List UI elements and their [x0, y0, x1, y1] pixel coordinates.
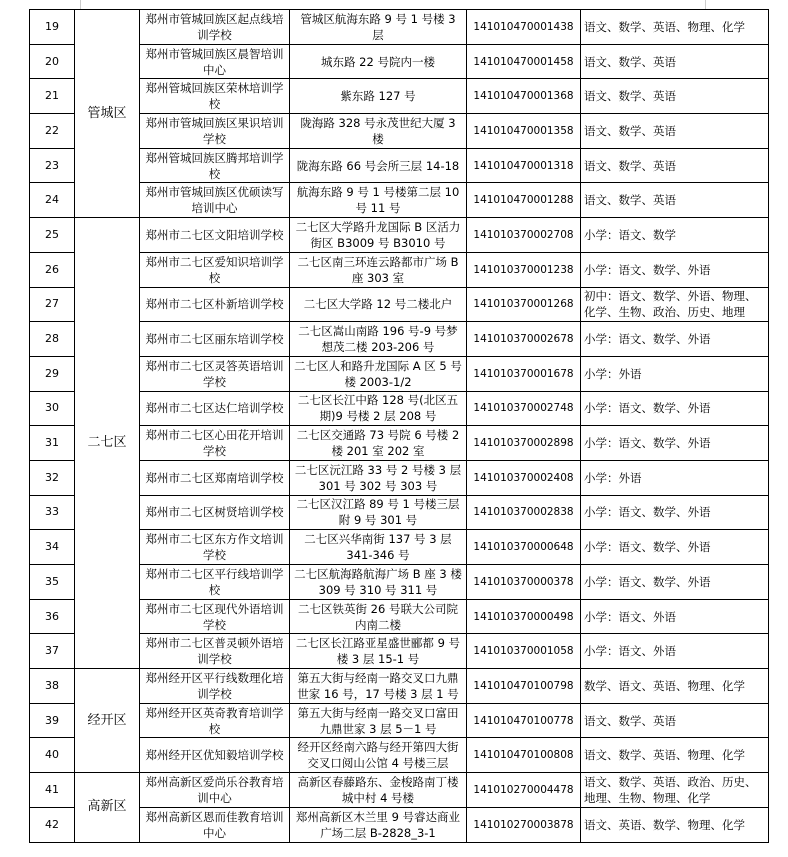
table-row	[30, 391, 769, 426]
license-code: 141010370001678	[467, 356, 581, 391]
school-address: 二七区航海路航海广场 B 座 3 楼 309 号 310 号 311 号	[290, 565, 467, 600]
school-name: 郑州市二七区现代外语培训学校	[140, 599, 290, 634]
subjects: 小学：语文、数学	[581, 218, 769, 253]
school-address: 二七区长江路亚星盛世郦都 9 号楼 3 层 15-1 号	[290, 634, 467, 669]
row-number: 42	[30, 807, 75, 842]
table-row	[30, 10, 769, 45]
license-code: 141010370002678	[467, 322, 581, 357]
row-number: 24	[30, 183, 75, 218]
table-row	[30, 287, 769, 322]
table-row	[30, 773, 769, 808]
school-name: 郑州市管城回族区优硕读写培训中心	[140, 183, 290, 218]
row-number: 28	[30, 322, 75, 357]
school-address: 陇海路 328 号永茂世纪大厦 3 楼	[290, 114, 467, 149]
subjects: 语文、数学、英语	[581, 703, 769, 738]
school-name: 郑州市二七区树贤培训学校	[140, 495, 290, 530]
license-code: 141010470001358	[467, 114, 581, 149]
school-name: 郑州市二七区东方作文培训学校	[140, 530, 290, 565]
license-code: 141010470100778	[467, 703, 581, 738]
row-number: 25	[30, 218, 75, 253]
school-name: 郑州市二七区平行线培训学校	[140, 565, 290, 600]
row-number: 41	[30, 773, 75, 808]
school-name: 郑州管城回族区腾邦培训学校	[140, 148, 290, 183]
district-cell: 二七区	[75, 218, 140, 669]
row-number: 19	[30, 10, 75, 45]
subjects: 小学：语文、数学、外语	[581, 322, 769, 357]
table-row	[30, 565, 769, 600]
subjects: 小学：外语	[581, 356, 769, 391]
school-address: 二七区人和路升龙国际 A 区 5 号楼 2003-1/2	[290, 356, 467, 391]
table-row	[30, 44, 769, 79]
table-row	[30, 426, 769, 461]
school-address: 二七区交通路 73 号院 6 号楼 2 楼 201 室 202 室	[290, 426, 467, 461]
license-code: 141010370001268	[467, 287, 581, 322]
page-margin-mark	[80, 0, 81, 9]
school-name: 郑州管城回族区荣林培训学校	[140, 79, 290, 114]
subjects: 数学、语文、英语、物理、化学	[581, 669, 769, 704]
row-number: 32	[30, 460, 75, 495]
school-address: 第五大街与经南一路交叉口九鼎世家 16 号，17 号楼 3 层 1 号	[290, 669, 467, 704]
school-name: 郑州市管城回族区起点线培训学校	[140, 10, 290, 45]
school-name: 郑州经开区平行线数理化培训学校	[140, 669, 290, 704]
row-number: 37	[30, 634, 75, 669]
school-name: 郑州经开区优知毅培训学校	[140, 738, 290, 773]
table-row	[30, 183, 769, 218]
school-name: 郑州市管城回族区果识培训学校	[140, 114, 290, 149]
row-number: 33	[30, 495, 75, 530]
school-name: 郑州市二七区文阳培训学校	[140, 218, 290, 253]
subjects: 语文、数学、英语	[581, 114, 769, 149]
license-code: 141010470100798	[467, 669, 581, 704]
table-row	[30, 79, 769, 114]
subjects: 小学：外语	[581, 460, 769, 495]
table-body	[30, 10, 769, 843]
school-address: 二七区长江中路 128 号(北区五期)9 号楼 2 层 208 号	[290, 391, 467, 426]
row-number: 35	[30, 565, 75, 600]
row-number: 38	[30, 669, 75, 704]
school-name: 郑州高新区爱尚乐谷教育培训中心	[140, 773, 290, 808]
license-code: 141010370002898	[467, 426, 581, 461]
license-code: 141010470001318	[467, 148, 581, 183]
school-name: 郑州高新区恩而佳教育培训中心	[140, 807, 290, 842]
row-number: 34	[30, 530, 75, 565]
license-code: 141010370000648	[467, 530, 581, 565]
row-number: 39	[30, 703, 75, 738]
table-row	[30, 322, 769, 357]
subjects: 小学：语文、数学、外语	[581, 252, 769, 287]
subjects: 小学：语文、数学、外语	[581, 495, 769, 530]
subjects: 小学：语文、数学、外语	[581, 391, 769, 426]
school-address: 二七区南三环连云路都市广场 B 座 303 室	[290, 252, 467, 287]
subjects: 语文、数学、英语、物理、化学	[581, 10, 769, 45]
school-address: 二七区大学路 12 号二楼北户	[290, 287, 467, 322]
row-number: 22	[30, 114, 75, 149]
table-row	[30, 530, 769, 565]
table-row	[30, 807, 769, 842]
table-row	[30, 148, 769, 183]
subjects: 初中：语文、数学、外语、物理、化学、生物、政治、历史、地理	[581, 287, 769, 322]
school-address: 郑州高新区木兰里 9 号睿达商业广场二层 B-2828_3-1	[290, 807, 467, 842]
subjects: 小学：语文、数学、外语	[581, 426, 769, 461]
school-address: 陇海东路 66 号会所三层 14-18	[290, 148, 467, 183]
license-code: 141010370001238	[467, 252, 581, 287]
license-code: 141010470001438	[467, 10, 581, 45]
row-number: 29	[30, 356, 75, 391]
school-address: 城东路 22 号院内一楼	[290, 44, 467, 79]
district-cell: 高新区	[75, 773, 140, 842]
subjects: 语文、英语、数学、物理、化学	[581, 807, 769, 842]
school-address: 二七区沅江路 33 号 2 号楼 3 层 301 号 302 号 303 号	[290, 460, 467, 495]
license-code: 141010470100808	[467, 738, 581, 773]
row-number: 27	[30, 287, 75, 322]
subjects: 语文、数学、英语、物理、化学	[581, 738, 769, 773]
subjects: 语文、数学、英语	[581, 183, 769, 218]
subjects: 小学：语文、数学、外语	[581, 530, 769, 565]
license-code: 141010370000498	[467, 599, 581, 634]
table-row	[30, 634, 769, 669]
license-code: 141010270003878	[467, 807, 581, 842]
school-address: 二七区铁英街 26 号联大公司院内南二楼	[290, 599, 467, 634]
table-row	[30, 356, 769, 391]
school-address: 高新区春藤路东、金梭路南丁楼城中村 4 号楼	[290, 773, 467, 808]
table-row	[30, 114, 769, 149]
school-name: 郑州市二七区灵答英语培训学校	[140, 356, 290, 391]
subjects: 小学：语文、外语	[581, 599, 769, 634]
school-address: 二七区嵩山南路 196 号-9 号梦想茂二楼 203-206 号	[290, 322, 467, 357]
row-number: 23	[30, 148, 75, 183]
school-name: 郑州市管城回族区晨智培训中心	[140, 44, 290, 79]
license-code: 141010470001288	[467, 183, 581, 218]
row-number: 20	[30, 44, 75, 79]
school-name: 郑州市二七区心田花开培训学校	[140, 426, 290, 461]
school-address: 二七区大学路升龙国际 B 区活力街区 B3009 号 B3010 号	[290, 218, 467, 253]
license-code: 141010270004478	[467, 773, 581, 808]
license-code: 141010370000378	[467, 565, 581, 600]
row-number: 26	[30, 252, 75, 287]
table-row	[30, 599, 769, 634]
row-number: 40	[30, 738, 75, 773]
training-school-table	[29, 9, 769, 843]
row-number: 21	[30, 79, 75, 114]
page-margin-mark	[705, 0, 706, 9]
table-row	[30, 252, 769, 287]
table-row	[30, 218, 769, 253]
license-code: 141010470001368	[467, 79, 581, 114]
subjects: 小学：语文、外语	[581, 634, 769, 669]
table-row	[30, 495, 769, 530]
license-code: 141010370002708	[467, 218, 581, 253]
subjects: 小学：语文、数学、外语	[581, 565, 769, 600]
subjects: 语文、数学、英语、政治、历史、地理、生物、物理、化学	[581, 773, 769, 808]
row-number: 36	[30, 599, 75, 634]
license-code: 141010370002838	[467, 495, 581, 530]
license-code: 141010370002748	[467, 391, 581, 426]
school-address: 第五大街与经南一路交叉口富田九鼎世家 3 层 5－1 号	[290, 703, 467, 738]
school-address: 紫东路 127 号	[290, 79, 467, 114]
row-number: 31	[30, 426, 75, 461]
school-address: 经开区经南六路与经开第四大街交叉口阅山公馆 4 号楼三层	[290, 738, 467, 773]
school-name: 郑州市二七区达仁培训学校	[140, 391, 290, 426]
school-name: 郑州经开区英奇教育培训学校	[140, 703, 290, 738]
district-cell: 管城区	[75, 10, 140, 218]
school-address: 二七区汉江路 89 号 1 号楼三层附 9 号 301 号	[290, 495, 467, 530]
license-code: 141010370002408	[467, 460, 581, 495]
school-address: 管城区航海东路 9 号 1 号楼 3 层	[290, 10, 467, 45]
school-address: 航海东路 9 号 1 号楼第二层 10 号 11 号	[290, 183, 467, 218]
subjects: 语文、数学、英语	[581, 148, 769, 183]
school-name: 郑州市二七区郑南培训学校	[140, 460, 290, 495]
row-number: 30	[30, 391, 75, 426]
district-cell: 经开区	[75, 669, 140, 773]
table-row	[30, 738, 769, 773]
school-address: 二七区兴华南街 137 号 3 层 341-346 号	[290, 530, 467, 565]
school-name: 郑州市二七区丽东培训学校	[140, 322, 290, 357]
school-name: 郑州市二七区普灵顿外语培训学校	[140, 634, 290, 669]
table-row	[30, 460, 769, 495]
subjects: 语文、数学、英语	[581, 44, 769, 79]
school-name: 郑州市二七区爱知识培训学校	[140, 252, 290, 287]
school-name: 郑州市二七区朴新培训学校	[140, 287, 290, 322]
table-row	[30, 703, 769, 738]
license-code: 141010470001458	[467, 44, 581, 79]
table-row	[30, 669, 769, 704]
subjects: 语文、数学、英语	[581, 79, 769, 114]
license-code: 141010370001058	[467, 634, 581, 669]
